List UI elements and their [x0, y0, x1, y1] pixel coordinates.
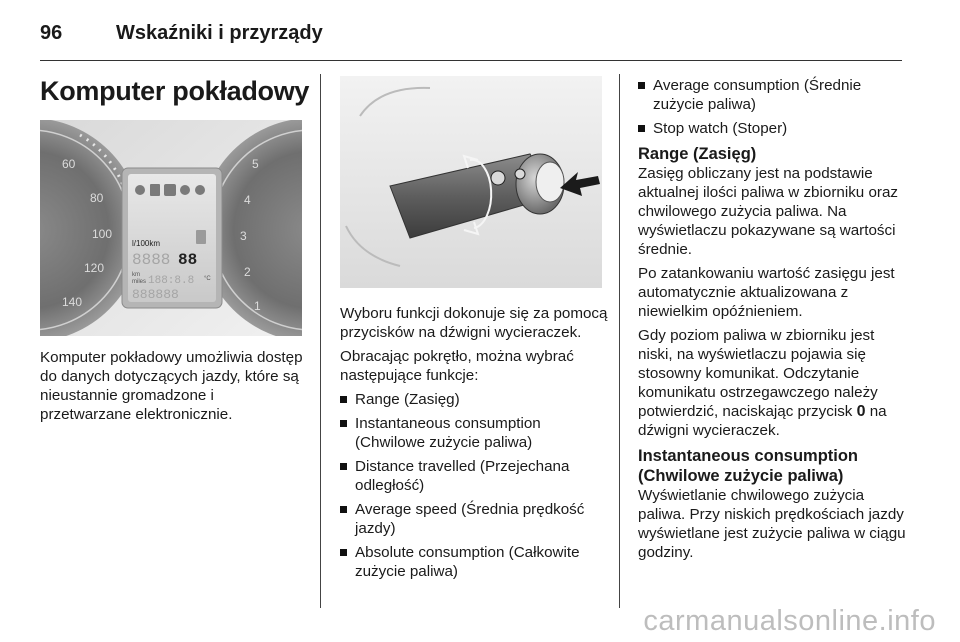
list-item-text: Distance travelled (Przejechana odległość) — [355, 458, 570, 494]
column-1 — [40, 348, 308, 429]
list-item-text: Stop watch (Stoper) — [653, 120, 788, 137]
heading-instantaneous: Instantaneous consumption (Chwilowe zużycie paliwa) — [638, 447, 859, 485]
lcd-miles-label: miles — [132, 279, 147, 285]
instrument-cluster-figure — [40, 120, 302, 336]
paragraph-rotate: Obracając pokrętło, można wybrać następujące funkcje: — [340, 348, 574, 384]
svg-text:5: 5 — [252, 157, 259, 171]
list-item — [638, 119, 906, 138]
column-divider-2 — [619, 74, 620, 608]
watermark: carmanualsonline.info — [643, 605, 936, 637]
svg-text:4: 4 — [244, 193, 251, 207]
list-item — [340, 457, 610, 495]
heading-range: Range (Zasięg) — [638, 145, 757, 163]
list-item-text: Instantaneous consumption (Chwilowe zużycie paliwa) — [355, 415, 541, 451]
bullet-icon — [340, 463, 347, 470]
svg-text:100: 100 — [92, 227, 113, 241]
button-zero-label: 0 — [856, 403, 866, 420]
lcd-km-label: km — [132, 272, 140, 278]
lcd-readout-highlight: 88 — [178, 251, 198, 269]
column-divider-1 — [320, 74, 321, 608]
bullet-icon — [340, 420, 347, 427]
lcd-temp-digits: 188:8.8 — [148, 275, 195, 287]
svg-text:2: 2 — [244, 265, 251, 279]
chapter-title: Wskaźniki i przyrządy — [116, 22, 323, 44]
list-item — [340, 414, 610, 452]
range-paragraph-2: Po zatankowaniu wartość zasięgu jest automatycznie aktualizowana z niewielkim opóźnieniem. — [638, 265, 895, 320]
function-list — [340, 390, 610, 581]
column-2 — [340, 304, 610, 586]
lcd-readout: 8888 — [132, 251, 171, 269]
list-item-text: Absolute consumption (Całkowite zużycie paliwa) — [355, 544, 580, 580]
lcd-bottom-digits: 888888 — [132, 287, 179, 302]
section-title: Komputer pokładowy — [40, 76, 310, 106]
range-paragraph-1: Zasięg obliczany jest na podstawie aktualnej ilości paliwa w zbiorniku oraz chwilowego zużycia paliwa. Na wyświetlaczu pokazywane są wartości średnie. — [638, 165, 898, 258]
list-item-text: Average consumption (Średnie zużycie paliwa) — [653, 77, 862, 113]
range-paragraph-3 — [638, 326, 906, 440]
svg-text:60: 60 — [62, 157, 76, 171]
column-3 — [638, 76, 906, 567]
bullet-icon — [340, 549, 347, 556]
unit-label: l/100km — [132, 239, 161, 248]
range-paragraph-3-text: Gdy poziom paliwa w zbiorniku jest niski, na wyświetlaczu pojawia się stosowny komunikat. Odczytanie komunikatu ostrzegawczego należy potwierdzić, naciskając przycisk — [638, 327, 878, 420]
wiper-stalk-illustration — [340, 76, 602, 288]
bullet-icon — [340, 506, 347, 513]
svg-text:140: 140 — [62, 295, 83, 309]
range-paragraph-3-end: na dźwigni wycieraczek. — [638, 403, 887, 439]
svg-text:1: 1 — [254, 299, 261, 313]
instantaneous-paragraph: Wyświetlanie chwilowego zużycia paliwa. Przy niskich prędkościach jazdy wyświetlane jest zużycie paliwa w ciągu godziny. — [638, 487, 906, 561]
lcd-temp-unit: °C — [204, 276, 211, 282]
list-item-text: Range (Zasięg) — [355, 391, 460, 408]
wiper-stalk-figure — [340, 76, 602, 288]
svg-text:3: 3 — [240, 229, 247, 243]
function-list-continued — [638, 76, 906, 138]
bullet-icon — [638, 82, 645, 89]
intro-paragraph: Komputer pokładowy umożliwia dostęp do danych dotyczących jazdy, które są nieustannie gromadzone i przetwarzane elektronicznie. — [40, 349, 303, 423]
list-item-text: Average speed (Średnia prędkość jazdy) — [355, 501, 585, 537]
list-item — [340, 543, 610, 581]
list-item — [638, 76, 906, 114]
list-item — [340, 500, 610, 538]
bullet-icon — [340, 396, 347, 403]
page-number: 96 — [40, 22, 63, 44]
svg-text:120: 120 — [84, 261, 105, 275]
svg-text:80: 80 — [90, 191, 104, 205]
paragraph-selection: Wyboru funkcji dokonuje się za pomocą przycisków na dźwigni wycieraczek. — [340, 305, 608, 341]
header-rule — [40, 60, 902, 61]
list-item — [340, 390, 610, 409]
instrument-cluster-illustration — [40, 120, 302, 336]
bullet-icon — [638, 125, 645, 132]
